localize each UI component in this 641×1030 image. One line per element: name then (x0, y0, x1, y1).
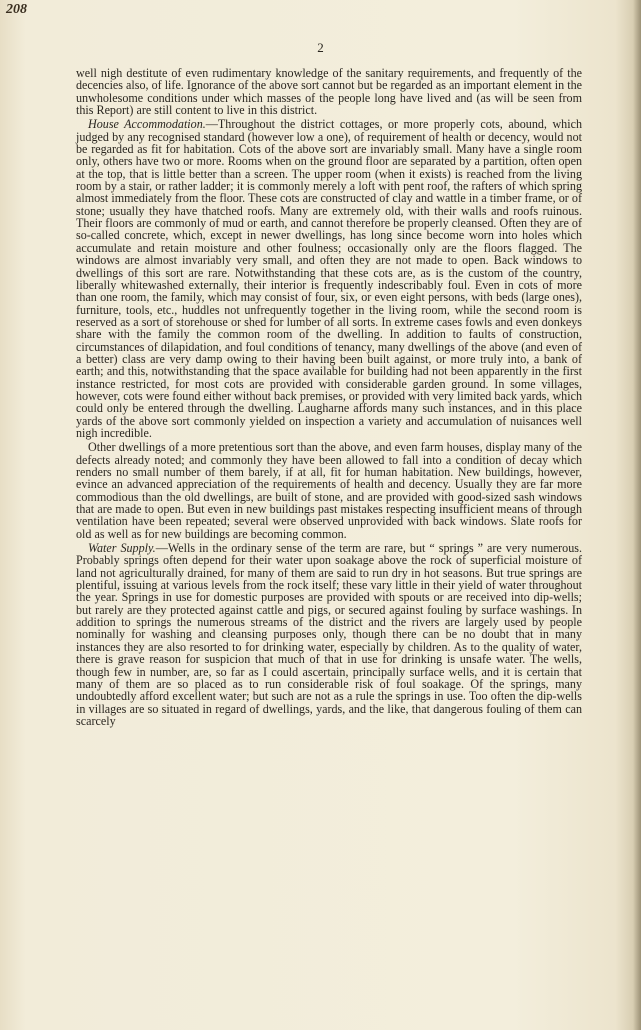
paragraph-body: —Throughout the district cottages, or more properly cots, abound, which judged by any recognised standard (however low a one), of requirement of health or decency, would not be regarded as fit for habitation. Cots of the above sort are invariably small. Many have a single room only, others have two or more. Rooms when on the ground floor are separated by a partition, often open at the top, that is little better than a screen. The upper room (when it exists) is reached from the living room by a stair, or rather ladder; it is commonly merely a loft with pent roof, the rafters of which spring almost immediately from the floor. These cots are constructed of clay and wattle in a timber frame, or of stone; usually they have thatched roofs. Many are extremely old, with their walls and roofs ruinous. Their floors are commonly of mud or earth, and cannot therefore be properly cleansed. Often they are of so-called concrete, which, except in newer dwellings, has long since become worn into holes which accumulate and retain moisture and other foulness; occasionally only are the floors flagged. The windows are almost invariably very small, and often they are not made to open. Back windows to dwellings of this sort are rare. Notwithstanding that these cots are, as is the custom of the country, liberally whitewashed externally, their interior is frequently indescribably foul. Even in cots of more than one room, the family, which may consist of four, six, or even eight persons, with beds (large ones), furniture, tools, etc., huddles not unfrequently together in the living room, while the second room is reserved as a sort of storehouse or shed for lumber of all sorts. In extreme cases fowls and even donkeys share with the family the common room of the dwelling. In addition to faults of construction, circumstances of dilapidation, and foul conditions of tenancy, many dwellings of the above (and even of a better) class are very damp owing to their having been built against, or more truly into, a bank of earth; and this, notwithstanding that the space available for building had not been apparently in the first instance restricted, for most cots are provided with considerable garden ground. In some villages, however, cots were found either without back premises, or provided with very limited back yards, which could only be entered through the dwelling. Laugharne affords many such instances, and in this place yards of the above sort commonly yielded on inspection a variety and accumulation of nuisances well nigh incredible. (76, 117, 582, 440)
paragraph-body: —Wells in the ordinary sense of the term are rare, but “ springs ” are very numerous. Probably springs often depend for their water upon soakage above the rock of superficial moisture of land not agriculturally drained, for many of them are said to run dry in hot seasons. But true springs are plentiful, issuing at various levels from the rock itself; these vary little in their yield of water throughout the year. Springs in use for domestic purposes are provided with spouts or are received into dip-wells; but rarely are they protected against cattle and pigs, or secured against fouling by surface washings. In addition to springs the numerous streams of the district and the rivers are largely used by people nominally for washing and cleansing purposes only, though there can be no doubt that in many instances they are also resorted to for drinking water, especially by children. As to the quality of water, there is grave reason for suspicion that much of that in use for drinking is unsafe water. The wells, though few in number, are, so far as I could ascertain, principally surface wells, and it is certain that many of them are so placed as to run considerable risk of foul soakage. Of the springs, many undoubtedly afford excellent water; but such are not as a rule the springs in use. Too often the dip-wells in villages are so situated in regard of dwellings, yards, and the like, that dangerous fouling of them can scarcely (76, 541, 582, 728)
paragraph (76, 67, 582, 116)
section-heading-water-supply: Water Supply. (88, 541, 156, 556)
paragraph (76, 441, 582, 540)
paragraph-body: well nigh destitute of even rudimentary knowledge of the sanitary requirements, and frequently of the decencies also, of life. Ignorance of the above sort cannot but be regarded as an important element in the unwholesome conditions under which masses of the people long have lived and (as will be seen from this Report) are still content to live in this district. (76, 66, 582, 118)
section-heading-house-accommodation: House Accommodation. (88, 117, 206, 132)
folio-mark: 208 (6, 2, 27, 17)
paragraph (76, 118, 582, 439)
page-number: 2 (317, 40, 324, 55)
body-text (76, 67, 582, 727)
page-edge-shadow (633, 0, 641, 1030)
paragraph (76, 542, 582, 727)
paragraph-body: Other dwellings of a more pretentious sort than the above, and even farm houses, display many of the defects already noted; and commonly they have been allowed to fall into a condition of decay which renders no small number of them barely, if at all, fit for human habitation. New buildings, however, evince an advanced appreciation of the requirements of health and decency. Usually they are far more commodious than the old dwellings, are built of stone, and are provided with good-sized sash windows that are made to open. But even in new buildings past mistakes respecting insufficient means of through ventilation have been repeated; several were observed unprovided with back windows. Slate roofs for old as well as for new buildings are becoming common. (76, 440, 582, 541)
